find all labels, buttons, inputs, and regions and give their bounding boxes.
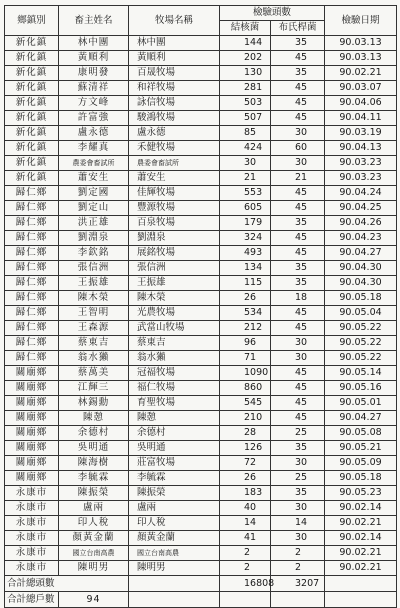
table-row (5, 276, 397, 291)
farm-cell: 盧兩 (129, 501, 220, 516)
tb-cell: 493 (220, 246, 271, 261)
table-row (5, 441, 397, 456)
township-cell: 永康市 (5, 516, 59, 531)
table-row (5, 141, 397, 156)
brucella-cell: 2 (271, 561, 325, 576)
owner-cell: 方文峰 (59, 96, 129, 111)
owner-cell: 劉定國 (59, 186, 129, 201)
tb-cell: 26 (220, 291, 271, 306)
tb-cell: 860 (220, 381, 271, 396)
owner-cell: 林錫勳 (59, 396, 129, 411)
farm-cell: 王振雄 (129, 276, 220, 291)
table-row (5, 336, 397, 351)
total-households-blank-3 (271, 592, 325, 608)
table-row (5, 561, 397, 576)
owner-cell: 陳海樹 (59, 456, 129, 471)
farm-cell: 莊富牧場 (129, 456, 220, 471)
date-cell: 90.03.23 (325, 171, 397, 186)
date-cell: 90.03.19 (325, 126, 397, 141)
table-row (5, 81, 397, 96)
total-heads-row (5, 576, 397, 592)
farm-cell: 顏黃金蘭 (129, 531, 220, 546)
brucella-cell: 45 (271, 381, 325, 396)
owner-cell: 陳木榮 (59, 291, 129, 306)
brucella-header: 布氏桿菌 (271, 21, 325, 36)
tb-cell: 324 (220, 231, 271, 246)
total-brucella-value: 3207 (271, 576, 325, 592)
date-cell: 90.05.09 (325, 456, 397, 471)
owner-cell: 林中團 (59, 36, 129, 51)
table-row (5, 306, 397, 321)
owner-cell: 黃順利 (59, 51, 129, 66)
township-cell: 新化鎮 (5, 96, 59, 111)
table-body (5, 36, 397, 576)
table-row (5, 156, 397, 171)
tb-cell: 210 (220, 411, 271, 426)
date-cell: 90.05.01 (325, 396, 397, 411)
date-cell: 90.05.22 (325, 351, 397, 366)
brucella-cell: 21 (271, 171, 325, 186)
farm-cell: 國立台南高農 (129, 546, 220, 561)
tb-cell: 202 (220, 51, 271, 66)
date-cell: 90.04.25 (325, 201, 397, 216)
table-row (5, 321, 397, 336)
farm-cell: 陳振榮 (129, 486, 220, 501)
date-cell: 90.03.13 (325, 51, 397, 66)
tb-cell: 85 (220, 126, 271, 141)
township-cell: 新化鎮 (5, 51, 59, 66)
date-cell: 90.02.21 (325, 66, 397, 81)
brucella-cell: 18 (271, 291, 325, 306)
inspection-table (4, 5, 397, 608)
owner-cell: 江輝三 (59, 381, 129, 396)
table-row (5, 366, 397, 381)
owner-cell: 陳憩 (59, 411, 129, 426)
township-cell: 新化鎮 (5, 36, 59, 51)
owner-cell: 李毓霖 (59, 471, 129, 486)
brucella-cell: 60 (271, 141, 325, 156)
brucella-cell: 45 (271, 111, 325, 126)
brucella-cell: 30 (271, 336, 325, 351)
owner-header: 畜主姓名 (59, 6, 129, 36)
table-row (5, 381, 397, 396)
township-cell: 永康市 (5, 561, 59, 576)
date-cell: 90.05.18 (325, 471, 397, 486)
brucella-cell: 30 (271, 351, 325, 366)
township-cell: 歸仁鄉 (5, 336, 59, 351)
table-row (5, 426, 397, 441)
table-row (5, 471, 397, 486)
township-cell: 關廟鄉 (5, 441, 59, 456)
farm-cell: 展銘牧場 (129, 246, 220, 261)
tb-cell: 534 (220, 306, 271, 321)
date-cell: 90.03.13 (325, 36, 397, 51)
table-row (5, 96, 397, 111)
date-cell: 90.05.22 (325, 336, 397, 351)
tb-cell: 134 (220, 261, 271, 276)
township-cell: 歸仁鄉 (5, 231, 59, 246)
farm-cell: 福仁牧場 (129, 381, 220, 396)
township-cell: 歸仁鄉 (5, 321, 59, 336)
brucella-cell: 45 (271, 396, 325, 411)
date-cell: 90.04.27 (325, 411, 397, 426)
farm-cell: 李毓霖 (129, 471, 220, 486)
township-cell: 歸仁鄉 (5, 216, 59, 231)
owner-cell: 王智明 (59, 306, 129, 321)
owner-cell: 蔡萬美 (59, 366, 129, 381)
brucella-cell: 35 (271, 216, 325, 231)
farm-cell: 百晟牧場 (129, 66, 220, 81)
table-row (5, 546, 397, 561)
table-row (5, 201, 397, 216)
owner-cell: 蘇清祥 (59, 81, 129, 96)
tb-cell: 605 (220, 201, 271, 216)
farm-cell: 詠信牧場 (129, 96, 220, 111)
tb-cell: 507 (220, 111, 271, 126)
tb-cell: 26 (220, 471, 271, 486)
tb-cell: 212 (220, 321, 271, 336)
date-cell: 90.04.26 (325, 216, 397, 231)
header-row (5, 6, 397, 21)
owner-cell: 盧兩 (59, 501, 129, 516)
owner-cell: 吳明通 (59, 441, 129, 456)
table-row (5, 261, 397, 276)
owner-cell: 張信洲 (59, 261, 129, 276)
township-cell: 永康市 (5, 546, 59, 561)
total-tb-value: 16808 (220, 576, 271, 592)
township-cell: 歸仁鄉 (5, 201, 59, 216)
total-heads-label: 合計總頭數 (5, 576, 129, 592)
table-row (5, 486, 397, 501)
owner-cell: 許富強 (59, 111, 129, 126)
brucella-cell: 30 (271, 531, 325, 546)
inspection-sheet (4, 5, 396, 608)
brucella-cell: 45 (271, 81, 325, 96)
owner-cell: 劉定山 (59, 201, 129, 216)
tb-cell: 21 (220, 171, 271, 186)
farm-cell: 豐源牧場 (129, 201, 220, 216)
brucella-cell: 30 (271, 156, 325, 171)
date-cell: 90.02.14 (325, 531, 397, 546)
brucella-cell: 14 (271, 516, 325, 531)
brucella-cell: 45 (271, 51, 325, 66)
township-cell: 永康市 (5, 486, 59, 501)
tb-cell: 28 (220, 426, 271, 441)
owner-cell: 劉淵泉 (59, 231, 129, 246)
farm-cell: 黃順利 (129, 51, 220, 66)
date-cell: 90.04.30 (325, 276, 397, 291)
tb-cell: 2 (220, 546, 271, 561)
township-cell: 新化鎮 (5, 81, 59, 96)
farm-cell: 禾健牧場 (129, 141, 220, 156)
brucella-cell: 30 (271, 501, 325, 516)
farm-cell: 和祥牧場 (129, 81, 220, 96)
total-households-blank-4 (325, 592, 397, 608)
farm-cell: 農委會畜試所 (129, 156, 220, 171)
brucella-cell: 45 (271, 201, 325, 216)
farm-cell: 翁水獺 (129, 351, 220, 366)
date-cell: 90.04.27 (325, 246, 397, 261)
date-cell: 90.05.22 (325, 321, 397, 336)
farm-cell: 陳明男 (129, 561, 220, 576)
brucella-cell: 45 (271, 231, 325, 246)
farm-cell: 蔡東吉 (129, 336, 220, 351)
date-cell: 90.02.21 (325, 546, 397, 561)
farm-cell: 陳憩 (129, 411, 220, 426)
farm-cell: 光農牧場 (129, 306, 220, 321)
tb-cell: 424 (220, 141, 271, 156)
table-row (5, 501, 397, 516)
tb-cell: 115 (220, 276, 271, 291)
farm-cell: 冠福牧場 (129, 366, 220, 381)
farm-cell: 陳木榮 (129, 291, 220, 306)
brucella-cell: 45 (271, 411, 325, 426)
township-cell: 關廟鄉 (5, 426, 59, 441)
farm-header: 牧場名稱 (129, 6, 220, 36)
date-cell: 90.04.30 (325, 261, 397, 276)
township-cell: 關廟鄉 (5, 396, 59, 411)
brucella-cell: 35 (271, 261, 325, 276)
owner-cell: 翁水獺 (59, 351, 129, 366)
total-households-label: 合計總戶數 (5, 592, 59, 608)
owner-cell: 陳振榮 (59, 486, 129, 501)
brucella-cell: 35 (271, 486, 325, 501)
date-cell: 90.05.16 (325, 381, 397, 396)
township-cell: 歸仁鄉 (5, 261, 59, 276)
date-cell: 90.04.23 (325, 231, 397, 246)
table-row (5, 246, 397, 261)
farm-cell: 育聖牧場 (129, 396, 220, 411)
date-cell: 90.02.21 (325, 516, 397, 531)
table-row (5, 456, 397, 471)
date-cell: 90.03.23 (325, 156, 397, 171)
farm-cell: 百泉牧場 (129, 216, 220, 231)
date-cell: 90.05.08 (325, 426, 397, 441)
brucella-cell: 35 (271, 36, 325, 51)
date-cell: 90.02.21 (325, 561, 397, 576)
brucella-cell: 35 (271, 66, 325, 81)
total-households-blank-1 (129, 592, 220, 608)
table-row (5, 186, 397, 201)
total-heads-blank (129, 576, 220, 592)
owner-cell: 蔡東吉 (59, 336, 129, 351)
owner-cell: 顏黃金蘭 (59, 531, 129, 546)
tb-cell: 1090 (220, 366, 271, 381)
tb-cell: 553 (220, 186, 271, 201)
owner-cell: 王森源 (59, 321, 129, 336)
township-cell: 歸仁鄉 (5, 291, 59, 306)
farm-cell: 盧永德 (129, 126, 220, 141)
table-row (5, 411, 397, 426)
tb-cell: 41 (220, 531, 271, 546)
tb-header: 結核菌 (220, 21, 271, 36)
brucella-cell: 30 (271, 126, 325, 141)
owner-cell: 李欽銘 (59, 246, 129, 261)
table-row (5, 516, 397, 531)
brucella-cell: 45 (271, 186, 325, 201)
total-households-blank-2 (220, 592, 271, 608)
township-cell: 關廟鄉 (5, 381, 59, 396)
date-header: 檢驗日期 (325, 6, 397, 36)
table-row (5, 111, 397, 126)
owner-cell: 盧永德 (59, 126, 129, 141)
date-cell: 90.05.18 (325, 291, 397, 306)
total-heads-date-blank (325, 576, 397, 592)
date-cell: 90.03.07 (325, 81, 397, 96)
table-row (5, 216, 397, 231)
tb-cell: 14 (220, 516, 271, 531)
date-cell: 90.04.06 (325, 96, 397, 111)
table-row (5, 126, 397, 141)
brucella-cell: 45 (271, 366, 325, 381)
township-cell: 新化鎮 (5, 171, 59, 186)
brucella-cell: 45 (271, 246, 325, 261)
farm-cell: 駿鴻牧場 (129, 111, 220, 126)
table-row (5, 171, 397, 186)
brucella-cell: 45 (271, 321, 325, 336)
date-cell: 90.04.13 (325, 141, 397, 156)
township-cell: 新化鎮 (5, 141, 59, 156)
owner-cell: 國立台南高農 (59, 546, 129, 561)
date-cell: 90.05.23 (325, 486, 397, 501)
table-row (5, 36, 397, 51)
tb-cell: 126 (220, 441, 271, 456)
date-cell: 90.05.14 (325, 366, 397, 381)
farm-cell: 吳明通 (129, 441, 220, 456)
inspected-header: 檢驗頭數 (220, 6, 325, 21)
township-cell: 新化鎮 (5, 66, 59, 81)
table-row (5, 351, 397, 366)
township-cell: 歸仁鄉 (5, 351, 59, 366)
farm-cell: 武當山牧場 (129, 321, 220, 336)
table-row (5, 531, 397, 546)
township-cell: 新化鎮 (5, 126, 59, 141)
township-cell: 歸仁鄉 (5, 246, 59, 261)
tb-cell: 71 (220, 351, 271, 366)
township-cell: 歸仁鄉 (5, 276, 59, 291)
township-cell: 關廟鄉 (5, 471, 59, 486)
township-cell: 歸仁鄉 (5, 306, 59, 321)
farm-cell: 林中團 (129, 36, 220, 51)
tb-cell: 72 (220, 456, 271, 471)
owner-cell: 康明發 (59, 66, 129, 81)
owner-cell: 農委會畜試所 (59, 156, 129, 171)
township-cell: 關廟鄉 (5, 456, 59, 471)
brucella-cell: 35 (271, 276, 325, 291)
township-cell: 歸仁鄉 (5, 186, 59, 201)
tb-cell: 545 (220, 396, 271, 411)
farm-cell: 佳輝牧場 (129, 186, 220, 201)
brucella-cell: 25 (271, 471, 325, 486)
tb-cell: 281 (220, 81, 271, 96)
farm-cell: 張信洲 (129, 261, 220, 276)
tb-cell: 179 (220, 216, 271, 231)
owner-cell: 李耀真 (59, 141, 129, 156)
township-cell: 永康市 (5, 501, 59, 516)
tb-cell: 503 (220, 96, 271, 111)
tb-cell: 183 (220, 486, 271, 501)
brucella-cell: 30 (271, 456, 325, 471)
tb-cell: 40 (220, 501, 271, 516)
table-row (5, 66, 397, 81)
owner-cell: 余德村 (59, 426, 129, 441)
date-cell: 90.05.21 (325, 441, 397, 456)
tb-cell: 144 (220, 36, 271, 51)
owner-cell: 王振雄 (59, 276, 129, 291)
date-cell: 90.04.11 (325, 111, 397, 126)
date-cell: 90.04.24 (325, 186, 397, 201)
date-cell: 90.05.04 (325, 306, 397, 321)
table-row (5, 51, 397, 66)
date-cell: 90.02.14 (325, 501, 397, 516)
farm-cell: 印人稅 (129, 516, 220, 531)
owner-cell: 印人稅 (59, 516, 129, 531)
total-households-value: 94 (59, 592, 129, 608)
table-row (5, 291, 397, 306)
brucella-cell: 25 (271, 426, 325, 441)
township-header: 鄉鎮別 (5, 6, 59, 36)
township-cell: 新化鎮 (5, 111, 59, 126)
tb-cell: 2 (220, 561, 271, 576)
brucella-cell: 45 (271, 96, 325, 111)
brucella-cell: 35 (271, 441, 325, 456)
township-cell: 關廟鄉 (5, 366, 59, 381)
brucella-cell: 45 (271, 306, 325, 321)
table-row (5, 396, 397, 411)
farm-cell: 余德村 (129, 426, 220, 441)
township-cell: 永康市 (5, 531, 59, 546)
owner-cell: 洪正雄 (59, 216, 129, 231)
brucella-cell: 2 (271, 546, 325, 561)
farm-cell: 蕭安生 (129, 171, 220, 186)
table-row (5, 231, 397, 246)
owner-cell: 陳明男 (59, 561, 129, 576)
owner-cell: 蕭安生 (59, 171, 129, 186)
farm-cell: 劉淵泉 (129, 231, 220, 246)
total-households-row (5, 592, 397, 608)
tb-cell: 30 (220, 156, 271, 171)
tb-cell: 96 (220, 336, 271, 351)
tb-cell: 130 (220, 66, 271, 81)
township-cell: 新化鎮 (5, 156, 59, 171)
township-cell: 關廟鄉 (5, 411, 59, 426)
